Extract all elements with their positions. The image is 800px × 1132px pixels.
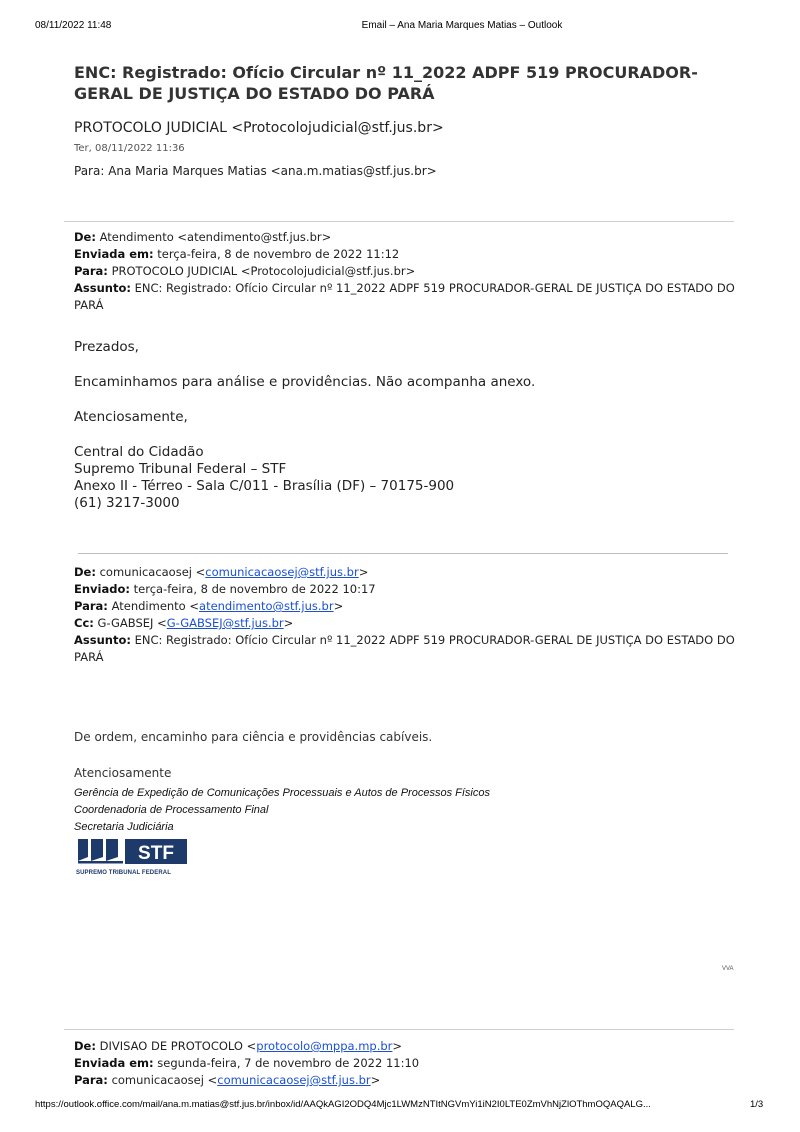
email-sender[interactable]: PROTOCOLO JUDICIAL <Protocolojudicial@stf.jus.br> xyxy=(74,120,444,136)
message-body-1 xyxy=(74,339,744,512)
email-recipient: Para: Ana Maria Marques Matias <ana.m.matias@stf.jus.br> xyxy=(74,164,437,178)
print-header xyxy=(0,20,800,34)
page-number: 1/3 xyxy=(750,1099,764,1110)
closing: Atenciosamente, xyxy=(74,409,188,425)
signature-line: (61) 3217-3000 xyxy=(74,495,180,511)
svg-text:STF: STF xyxy=(138,843,174,864)
signature-line: Anexo II - Térreo - Sala C/011 - Brasília (DF) – 70175-900 xyxy=(74,478,455,494)
email-link[interactable]: comunicacaosej@stf.jus.br xyxy=(205,565,359,579)
print-date: 08/11/2022 11:48 xyxy=(35,20,112,31)
signature-line: Central do Cidadão xyxy=(74,444,204,460)
signature-line: Supremo Tribunal Federal – STF xyxy=(74,461,287,477)
email-link[interactable]: comunicacaosej@stf.jus.br xyxy=(217,1073,371,1087)
closing-2: Atenciosamente xyxy=(74,766,172,780)
signature-block-2: Gerência de Expedição de Comunicações Processuais e Autos de Processos Físicos Coordenadoria de Processamento Final Secretaria Judiciária xyxy=(74,787,490,833)
email-link[interactable]: atendimento@stf.jus.br xyxy=(199,599,334,613)
email-link[interactable]: G-GABSEJ@stf.jus.br xyxy=(166,616,284,630)
divider xyxy=(78,553,728,554)
message-text-2: De ordem, encaminho para ciência e providências cabíveis. xyxy=(74,730,433,744)
print-url: https://outlook.office.com/mail/ana.m.matias@stf.jus.br/inbox/id/AAQkAGI2ODQ4Mjc1LWMzNTItNGVmYi1iN2I0LTE0ZmVhNjZlOThmOQAQALG... xyxy=(35,1099,651,1110)
greeting: Prezados, xyxy=(74,339,139,355)
print-title: Email – Ana Maria Marques Matias – Outlook xyxy=(361,20,563,31)
logo-caption: SUPREMO TRIBUNAL FEDERAL xyxy=(76,870,171,876)
divider xyxy=(64,1029,734,1030)
divider xyxy=(64,221,734,222)
print-footer xyxy=(0,1099,800,1113)
message-text: Encaminhamos para análise e providências. Não acompanha anexo. xyxy=(74,374,536,390)
forwarded-header-1: De: Atendimento <atendimento@stf.jus.br> Enviada em: terça-feira, 8 de novembro de 2022 11:12 Para: PROTOCOLO JUDICIAL <Protocolojudicial@stf.jus.br> Assunto: ENC: Registrado: Ofício Circular nº 11_2022 ADPF 519 PROCURADOR-GERAL DE JUSTIÇA DO ESTADO DO PARÁ xyxy=(74,230,735,312)
email-link[interactable]: protocolo@mppa.mp.br xyxy=(256,1039,393,1053)
email-date: Ter, 08/11/2022 11:36 xyxy=(74,143,185,154)
email-subject: ENC: Registrado: Ofício Circular nº 11_2022 ADPF 519 PROCURADOR-GERAL DE JUSTIÇA DO ESTADO DO PARÁ xyxy=(74,63,698,103)
forwarded-header-3: De: DIVISAO DE PROTOCOLO <protocolo@mppa.mp.br> Enviada em: segunda-feira, 7 de novembro de 2022 11:10 Para: comunicacaosej <comunicacaosej@stf.jus.br> xyxy=(74,1039,420,1087)
vva-mark: VVA xyxy=(722,966,734,972)
forwarded-header-2: De: comunicacaosej <comunicacaosej@stf.jus.br> Enviado: terça-feira, 8 de novembro de 2022 10:17 Para: Atendimento <atendimento@stf.jus.br> Cc: G-GABSEJ <G-GABSEJ@stf.jus.br> Assunto: ENC: Registrado: Ofício Circular nº 11_2022 ADPF 519 PROCURADOR-GERAL DE JUSTIÇA DO ESTADO DO PARÁ xyxy=(74,565,735,664)
